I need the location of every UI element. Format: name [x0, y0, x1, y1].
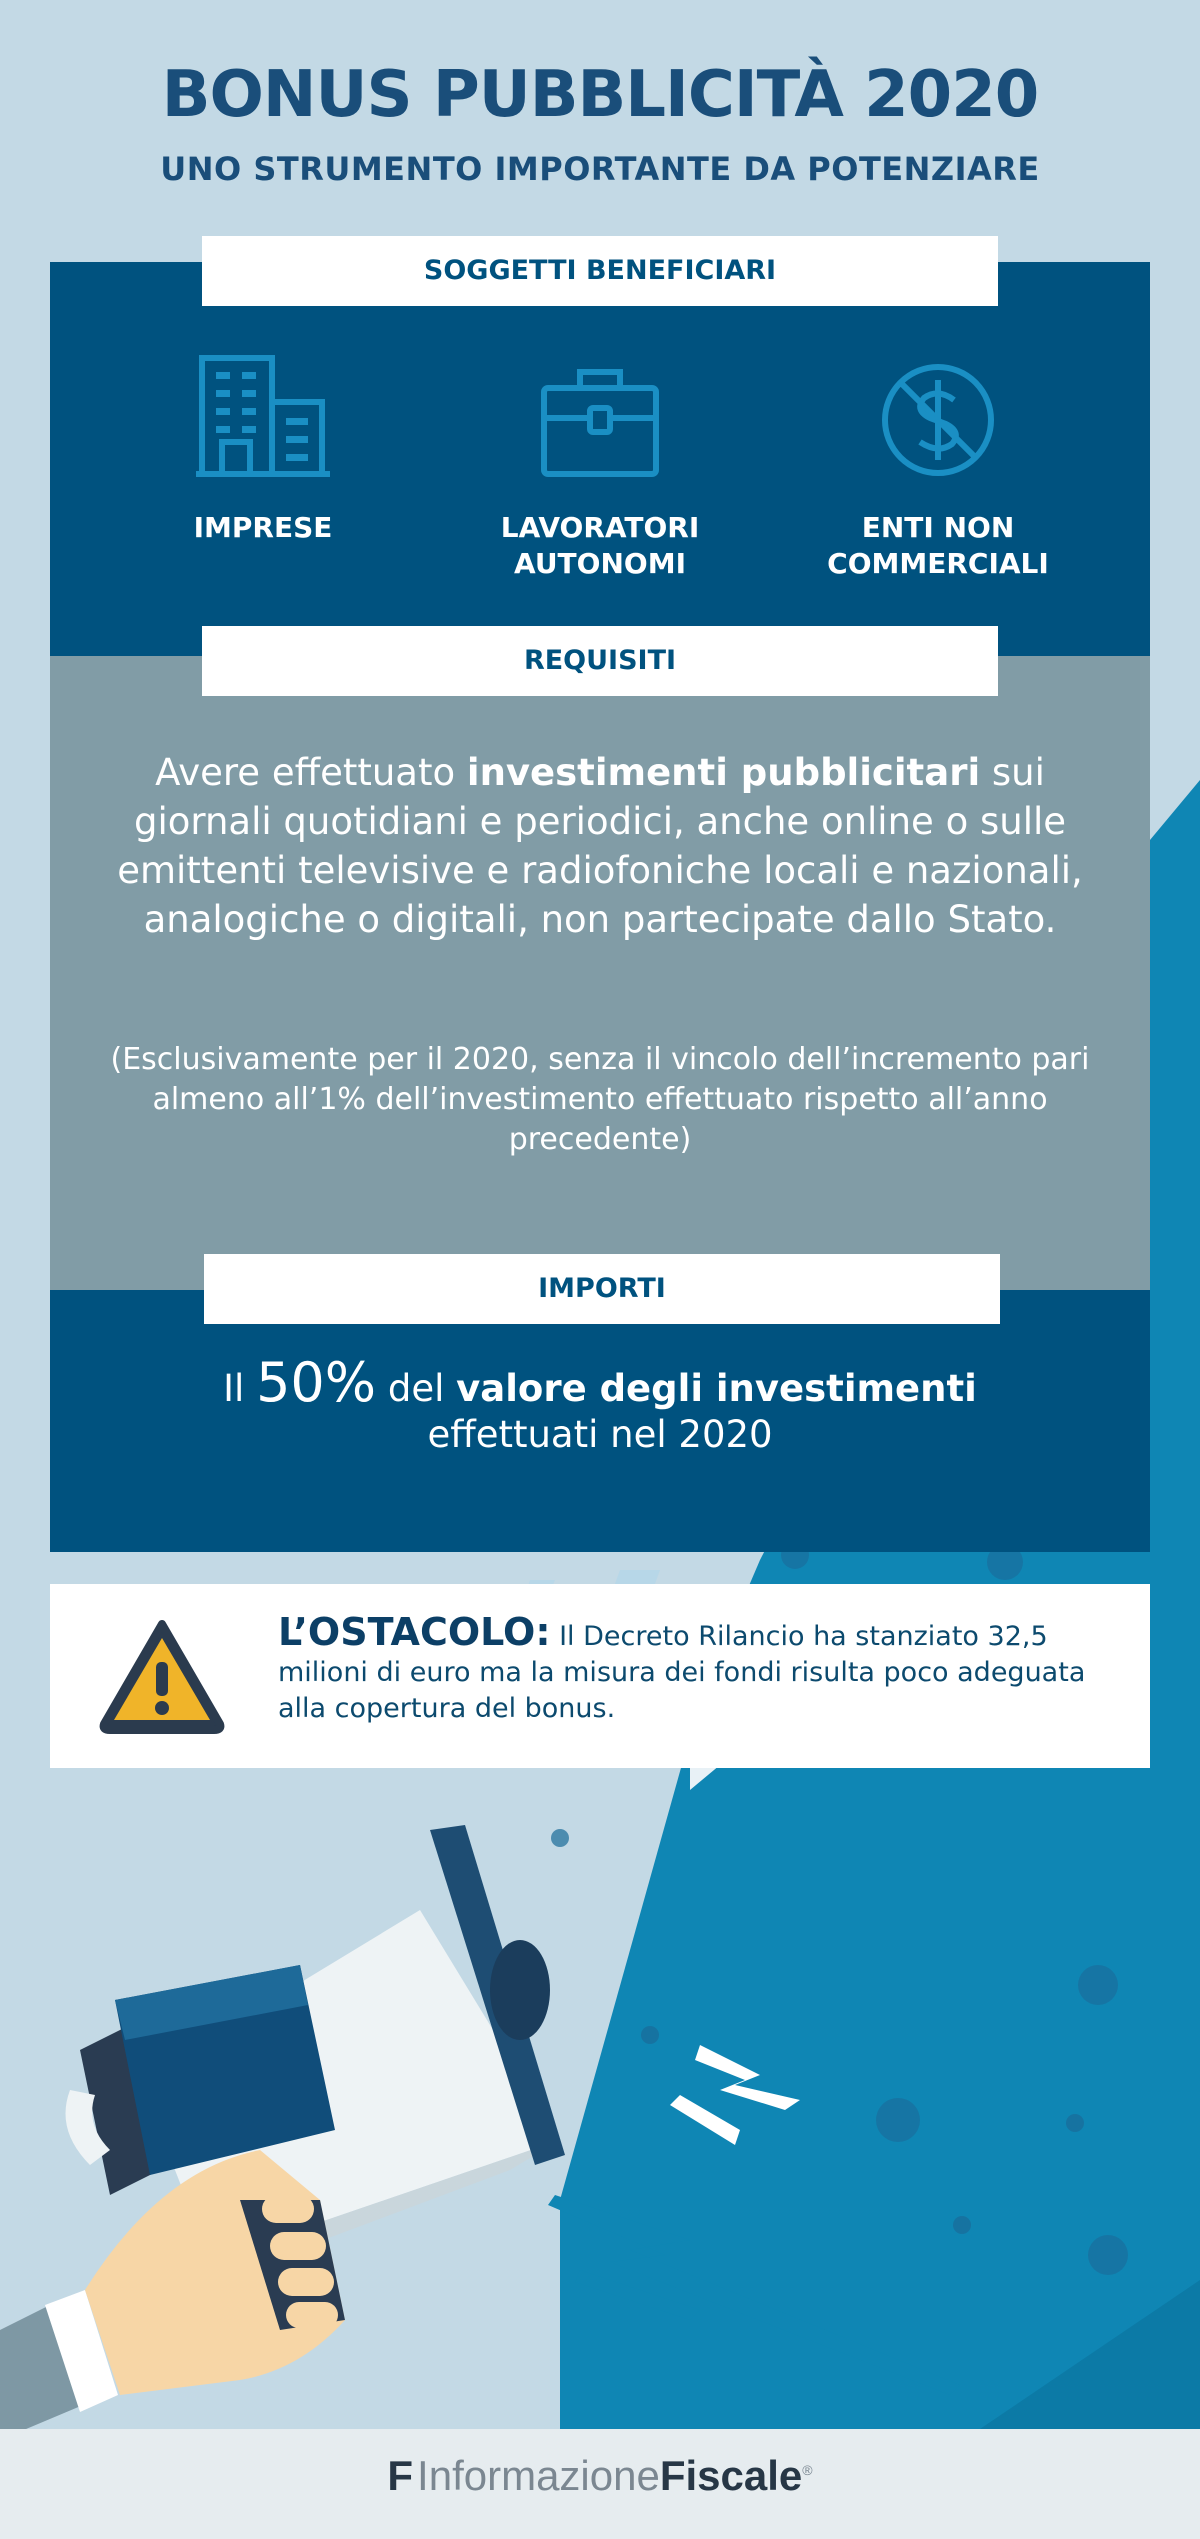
building-icon: [196, 352, 330, 480]
tab-soggetti-beneficiari: SOGGETTI BENEFICIARI: [202, 236, 998, 306]
no-dollar-icon: [880, 362, 996, 478]
beneficiario-label-enti: ENTI NON COMMERCIALI: [827, 511, 1049, 580]
warning-icon: [98, 1618, 226, 1734]
importi-percent: 50%: [256, 1351, 377, 1414]
beneficiario-label-imprese: IMPRESE: [193, 511, 333, 544]
briefcase-icon: [540, 366, 660, 478]
page-title: BONUS PUBBLICITÀ 2020: [161, 58, 1039, 132]
informazione-fiscale-logo: FInformazioneFiscale®: [387, 2452, 813, 2499]
importi-text: Il 50% del valore degli investimenti effettuati nel 2020: [223, 1351, 977, 1456]
tab-importi: IMPORTI: [204, 1254, 1000, 1324]
page-subtitle: UNO STRUMENTO IMPORTANTE DA POTENZIARE: [160, 150, 1040, 188]
requisiti-text: Avere effettuato investimenti pubblicitari sui giornali quotidiani e periodici, anche online o sulle emittenti televisive e radiofoniche locali e nazionali, analogiche o digitali, non partecipate dallo Stato.: [117, 751, 1083, 941]
requisiti-note: (Esclusivamente per il 2020, senza il vincolo dell’incremento pari almeno all’1% dell’investimento effettuato rispetto all’anno precedente): [110, 1042, 1090, 1157]
tab-requisiti: REQUISITI: [202, 626, 998, 696]
ostacolo-text: L’OSTACOLO: Il Decreto Rilancio ha stanziato 32,5 milioni di euro ma la misura dei fondi risulta poco adeguata alla copertura del bonus.: [278, 1610, 1086, 1724]
beneficiario-label-lavoratori: LAVORATORI AUTONOMI: [500, 511, 700, 580]
